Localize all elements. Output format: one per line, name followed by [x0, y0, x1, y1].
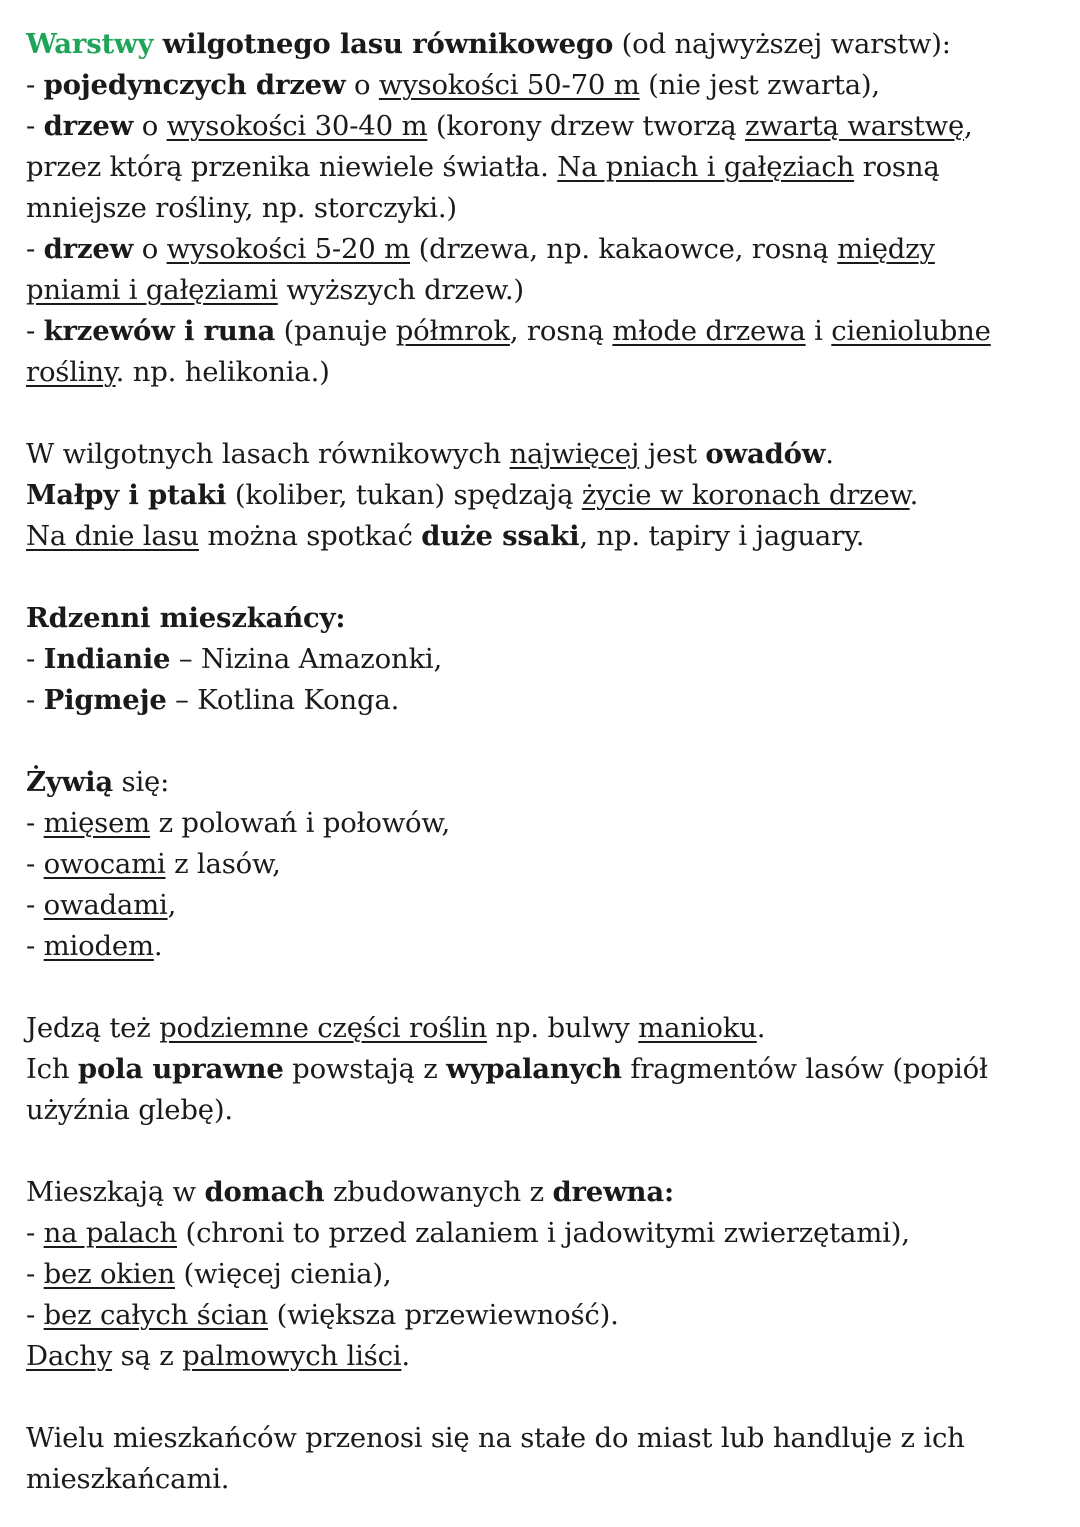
layer-item-1: - pojedynczych drzew o wysokości 50-70 m (nie jest zwarta), — [26, 69, 880, 101]
houses-roof: Dachy są z palmowych liści. — [26, 1340, 410, 1372]
spacer — [26, 721, 1054, 762]
animals-line-1: W wilgotnych lasach równikowych najwięcej jest owadów. — [26, 438, 834, 470]
spacer — [26, 393, 1054, 434]
migration-line-2: mieszkańcami. — [26, 1463, 230, 1495]
natives-item: - Pigmeje – Kotlina Konga. — [26, 684, 400, 716]
spacer — [26, 1377, 1054, 1418]
food-item: - mięsem z polowań i połowów, — [26, 807, 451, 839]
spacer — [26, 967, 1054, 1008]
houses-item: - bez całych ścian (większa przewiewność). — [26, 1299, 619, 1331]
food-item: - owocami z lasów, — [26, 848, 281, 880]
layer-item-3: - drzew o wysokości 5-20 m (drzewa, np. kakaowce, rosną między pniami i gałęziami wyższych drzew.) — [26, 233, 935, 306]
houses-intro: Mieszkają w domach zbudowanych z drewna: — [26, 1176, 674, 1208]
houses-item: - na palach (chroni to przed zalaniem i jadowitymi zwierzętami), — [26, 1217, 910, 1249]
farming-line-2: Ich pola uprawne powstają z wypalanych fragmentów lasów (popiół użyźnia glebę). — [26, 1053, 988, 1126]
spacer — [26, 1131, 1054, 1172]
layer-item-4: - krzewów i runa (panuje półmrok, rosną młode drzewa i cieniolubne rośliny. np. helikonia.) — [26, 315, 991, 388]
farming-line-1: Jedzą też podziemne części roślin np. bulwy manioku. — [26, 1012, 766, 1044]
natives-item: - Indianie – Nizina Amazonki, — [26, 643, 443, 675]
layers-heading: Warstwy wilgotnego lasu równikowego (od najwyższej warstw): — [26, 28, 951, 60]
migration-line-1: Wielu mieszkańców przenosi się na stałe do miast lub handluje z ich — [26, 1422, 965, 1454]
houses-item: - bez okien (więcej cienia), — [26, 1258, 392, 1290]
food-heading: Żywią się: — [26, 766, 170, 798]
animals-line-2: Małpy i ptaki (koliber, tukan) spędzają życie w koronach drzew. — [26, 479, 919, 511]
food-item: - owadami, — [26, 889, 177, 921]
layers-heading-accent: Warstwy — [26, 28, 154, 60]
layer-item-2: - drzew o wysokości 30-40 m (korony drzew tworzą zwartą warstwę, przez którą przenika niewiele światła. Na pniach i gałęziach rosną mniejsze rośliny, np. storczyki.) — [26, 110, 973, 224]
spacer — [26, 557, 1054, 598]
food-item: - miodem. — [26, 930, 163, 962]
natives-heading: Rdzenni mieszkańcy: — [26, 602, 346, 634]
animals-line-3: Na dnie lasu można spotkać duże ssaki, np. tapiry i jaguary. — [26, 520, 865, 552]
